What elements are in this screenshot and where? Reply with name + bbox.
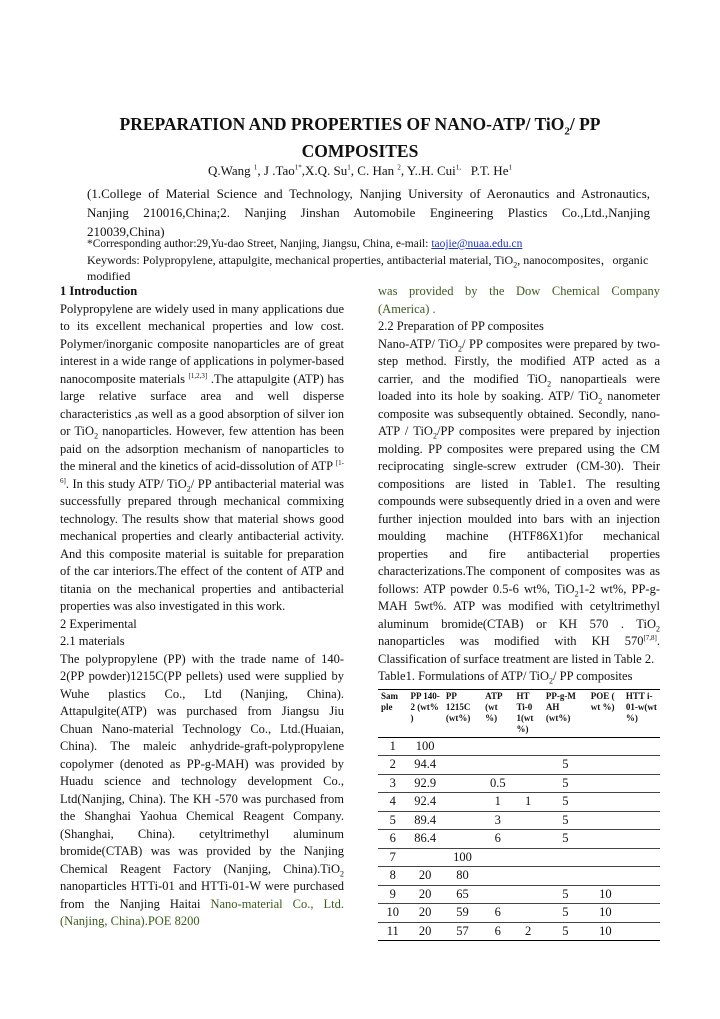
table-cell: 100: [443, 848, 482, 867]
table-cell: [513, 811, 542, 830]
table-cell: 5: [378, 811, 407, 830]
author-name: , J .Tao: [257, 163, 295, 178]
table-cell: [623, 922, 660, 941]
table-cell: 10: [588, 885, 623, 904]
table-cell: [482, 848, 513, 867]
table-cell: 10: [588, 904, 623, 923]
materials-continued: was provided by the Dow Chemical Company (America) .: [378, 284, 660, 316]
table-cell: 86.4: [407, 830, 442, 849]
table-cell: [513, 848, 542, 867]
table-cell: [443, 830, 482, 849]
table-cell: [588, 830, 623, 849]
table-row: [378, 830, 660, 849]
table-cell: [623, 811, 660, 830]
table-row: [378, 904, 660, 923]
affiliations: (1.College of Material Science and Technology, Nanjing University of Aeronautics and Astronautics, Nanjing 210016,China;2. Nanjing Jinshan Automobile Engineering Plastics Co.,Ltd.,Nanjing 210039,China): [87, 186, 650, 239]
table-cell: [623, 867, 660, 886]
table-cell: 80: [443, 867, 482, 886]
section-heading-introduction: 1 Introduction: [60, 284, 138, 298]
table-cell: [623, 848, 660, 867]
table-cell: 20: [407, 885, 442, 904]
table-cell: 65: [443, 885, 482, 904]
table-row: [378, 774, 660, 793]
table-cell: 92.9: [407, 774, 442, 793]
table-header-cell: HT Ti-0 1(wt %): [513, 689, 542, 737]
table-cell: 5: [543, 811, 588, 830]
table-cell: 57: [443, 922, 482, 941]
table-header-cell: Sam ple: [378, 689, 407, 737]
table-cell: [623, 793, 660, 812]
table-row: [378, 848, 660, 867]
corresponding-info: [87, 236, 667, 284]
keywords: Keywords: Polypropylene, attapulgite, mechanical properties, antibacterial material, TiO$_2$, nanocomposites，organic modified: [87, 253, 649, 283]
table-cell: [513, 737, 542, 756]
author-name: ,X.Q. Su: [301, 163, 348, 178]
table-cell: [543, 737, 588, 756]
table-cell: 7: [378, 848, 407, 867]
table-cell: [543, 867, 588, 886]
table-cell: [513, 774, 542, 793]
author-affiliation-mark: 2: [397, 163, 401, 172]
table-cell: 5: [543, 922, 588, 941]
table-cell: 5: [543, 885, 588, 904]
author-affiliation-mark: 1: [253, 163, 258, 172]
paper-title: PREPARATION AND PROPERTIES OF NANO-ATP/ TiO$_2$/ PP COMPOSITES: [119, 114, 601, 161]
table-cell: 1: [513, 793, 542, 812]
table-header-cell: PP 1215C (wt%): [443, 689, 482, 737]
materials-paragraph: The polypropylene (PP) with the trade name of 140-2(PP powder)1215C(PP pellets) used were supplied by Wuhe plastics Co., Ltd (Nanjing, China). Attapulgite(ATP) was purchased from Jiangsu Jiu Chuan Nano-material Technology Co., Ltd.(Huaian, China). The maleic anhydride-graft-polypropylene copolymer (denoted as PP-g-MAH) was provided by Huadu science and technology development Co., Ltd(Nanjing, China). The KH -570 was purchased from the Shanghai Yaohua Chemical Reagent Company.(Shanghai, China). cetyltrimethyl aluminum bromide(CTAB) was was provided by the Nanjing Chemical Reagent Factory (Nanjing, China).TiO$_2$ nanoparticles HTTi-01 and HTTi-01-W were purchased from the Nanjing Haitai Nano-material Co., Ltd. (Nanjing, China).POE 8200: [60, 651, 344, 928]
author-name: , C. Han: [350, 163, 398, 178]
table-cell: [588, 811, 623, 830]
preparation-paragraph: Nano-ATP/ TiO$_2$/ PP composites were prepared by two-step method. Firstly, the modified ATP acted as a carrier, and the modified TiO$_2$ nanopartieals were loaded into its hole by soaking. ATP/ TiO$_2$ nanometer composite was subsequently obtained. Secondly, nano-ATP / TiO$_2$/PP composites were prepared by injection molding. PP composites were prepared using the CM reciprocating single-screw extruder (CM-30). Their compositions are listed in Table1. The resulting compounds were subsequently dried in a oven and were further injection moulded into bars with an injection moulding machine (HTF86X1)for mechanical properties and fire antibacterial properties characterizations.The component of composites was as follows: ATP powder 0.5-6 wt%, TiO$_2$1-2 wt%, PP-g-MAH 5wt%. ATP was modified with cetyltrimethyl aluminum bromide(CTAB) or KH 570 . TiO$_2$ nanoparticles was modified with KH 570[7,8]. Classification of surface treatment are listed in Table 2.: [378, 336, 660, 666]
table-row: [378, 756, 660, 775]
table-cell: 4: [378, 793, 407, 812]
table-header-cell: PP 140-2 (wt% ): [407, 689, 442, 737]
table-cell: 1: [378, 737, 407, 756]
table-cell: [482, 885, 513, 904]
table-cell: 9: [378, 885, 407, 904]
table-cell: [588, 774, 623, 793]
table-caption: Table1. Formulations of ATP/ TiO$_2$/ PP composites: [378, 669, 633, 686]
table-cell: [543, 848, 588, 867]
table-cell: 20: [407, 867, 442, 886]
table-cell: 5: [543, 904, 588, 923]
table-cell: 3: [482, 811, 513, 830]
section-heading-experimental: 2 Experimental: [60, 616, 137, 631]
table-cell: 3: [378, 774, 407, 793]
table-cell: 6: [482, 922, 513, 941]
table-cell: [513, 885, 542, 904]
table-header-cell: ATP (wt %): [482, 689, 513, 737]
section-heading-preparation: 2.2 Preparation of PP composites: [378, 319, 544, 333]
table-cell: [623, 830, 660, 849]
table-cell: [623, 737, 660, 756]
table-cell: 20: [407, 922, 442, 941]
left-column: [60, 283, 344, 931]
table-header-cell: PP-g-M AH (wt%): [543, 689, 588, 737]
author-name: , Y..H. Cui: [400, 163, 456, 178]
table-cell: [482, 867, 513, 886]
formulations-table: [378, 689, 660, 942]
author-affiliation-mark: 1*: [294, 163, 302, 172]
table-cell: 94.4: [407, 756, 442, 775]
table-cell: [482, 737, 513, 756]
table-cell: [623, 756, 660, 775]
table-cell: 6: [482, 830, 513, 849]
table-header-row: [378, 689, 660, 737]
author-affiliation-mark: 1,: [455, 163, 462, 172]
table-cell: 2: [513, 922, 542, 941]
section-heading-materials: 2.1 materials: [60, 634, 125, 648]
author-name: P.T. He: [461, 163, 509, 178]
table-cell: 1: [482, 793, 513, 812]
table-cell: [588, 848, 623, 867]
table-cell: 0.5: [482, 774, 513, 793]
table-row: [378, 737, 660, 756]
author-affiliation-mark: 1: [508, 163, 512, 172]
table-cell: 8: [378, 867, 407, 886]
table-cell: [588, 756, 623, 775]
table-cell: [513, 867, 542, 886]
table-cell: [623, 885, 660, 904]
right-column: [378, 283, 660, 941]
table-row: [378, 811, 660, 830]
table-cell: [482, 756, 513, 775]
table-row: [378, 867, 660, 886]
table-cell: 92.4: [407, 793, 442, 812]
table-cell: [443, 756, 482, 775]
table-cell: 2: [378, 756, 407, 775]
table-cell: [623, 774, 660, 793]
table-cell: 6: [378, 830, 407, 849]
table-cell: 6: [482, 904, 513, 923]
table-cell: [513, 756, 542, 775]
table-cell: [513, 904, 542, 923]
table-header-cell: POE ( wt %): [588, 689, 623, 737]
author-name: Q.Wang: [208, 163, 254, 178]
table-cell: [443, 737, 482, 756]
table-cell: [623, 904, 660, 923]
email-link[interactable]: taojie@nuaa.edu.cn: [431, 238, 523, 250]
table-cell: 5: [543, 830, 588, 849]
table-cell: 89.4: [407, 811, 442, 830]
table-row: [378, 922, 660, 941]
table-body: [378, 737, 660, 941]
table-cell: [443, 793, 482, 812]
table-cell: [443, 811, 482, 830]
introduction-paragraph: Polypropylene are widely used in many applications due to its excellent mechanical properties and low cost. Polymer/inorganic composite nanoparticles are of great interest in a wide range of applications in polymer-based nanocomposite materials [1,2,3] .The attapulgite (ATP) has large relative surface area and well disperse characteristics ,as well as a good absorption of silver ion or TiO$_2$ nanoparticles. However, few attention has been paid on the adsorption mechanism of nanoparticles to the mineral and the kinetics of acid-dissolution of ATP [1-6]. In this study ATP/ TiO$_2$/ PP antibacterial material was successfully prepared through mechanical commixing technology. The results show that material shows good mechanical properties and clearly antibacterial activity. And this composite material is suitable for preparation of the car interiors.The effect of the content of ATP and titania on the mechanical properties and antibacterial properties was also investigated in this work.: [60, 301, 345, 613]
table-row: [378, 885, 660, 904]
table-cell: 5: [543, 774, 588, 793]
table-cell: [513, 830, 542, 849]
author-affiliation-mark: 1: [347, 163, 351, 172]
table-cell: 11: [378, 922, 407, 941]
table-row: [378, 793, 660, 812]
table-cell: 20: [407, 904, 442, 923]
table-cell: [407, 848, 442, 867]
author-list: [60, 163, 660, 179]
table-cell: [443, 774, 482, 793]
table-cell: 100: [407, 737, 442, 756]
table-cell: 10: [378, 904, 407, 923]
table-cell: 59: [443, 904, 482, 923]
table-cell: [588, 737, 623, 756]
table-cell: 5: [543, 756, 588, 775]
table-cell: 5: [543, 793, 588, 812]
table-cell: [588, 867, 623, 886]
table-cell: [588, 793, 623, 812]
table-header-cell: HTT i-01-w(wt %): [623, 689, 660, 737]
corresponding-author: *Corresponding author:29,Yu-dao Street, Nanjing, Jiangsu, China, e-mail: taojie@nuaa.edu.cn: [87, 238, 523, 250]
table-cell: 10: [588, 922, 623, 941]
